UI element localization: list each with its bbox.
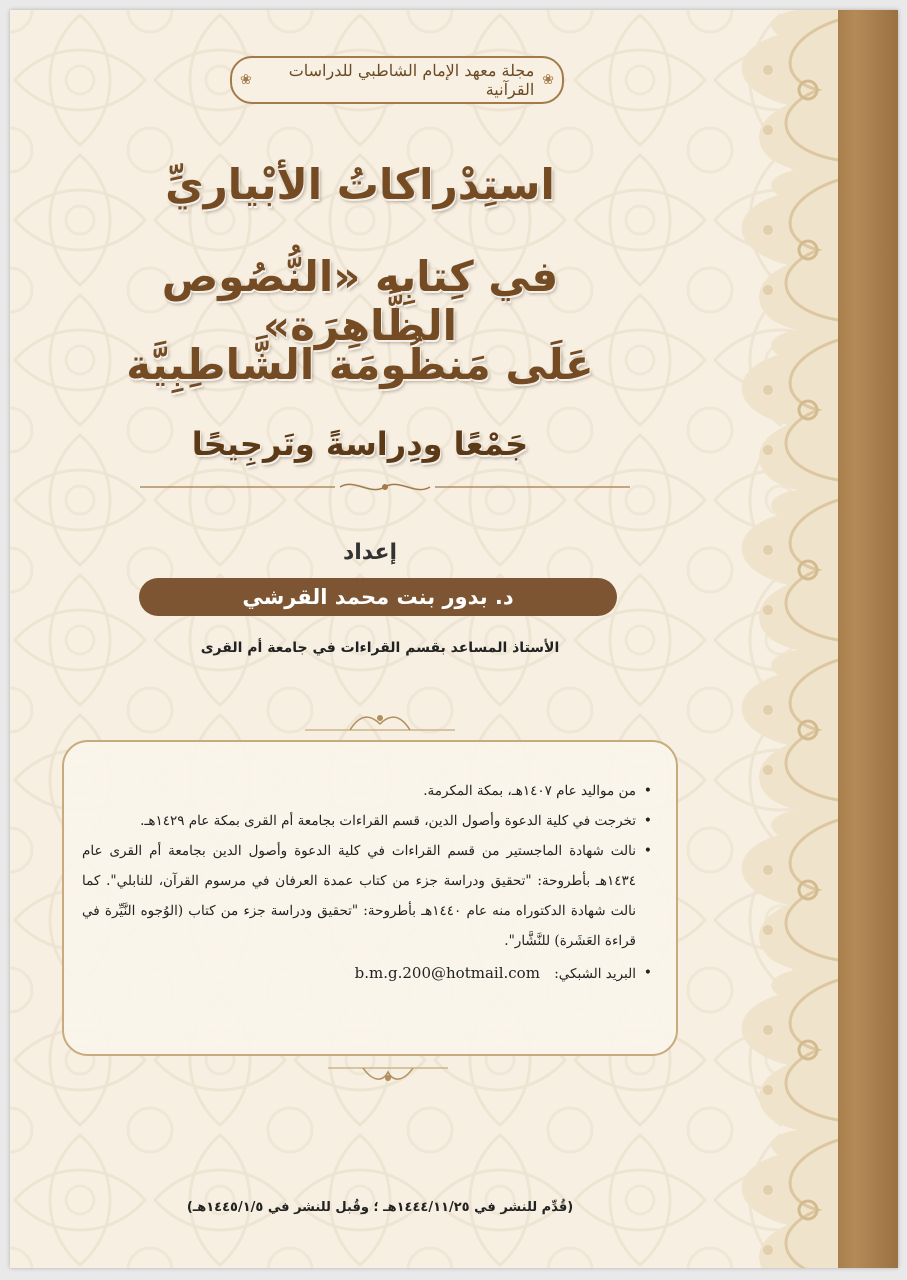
submission-dates: (قُدِّم للنشر في ١٤٤٤/١١/٢٥هـ ؛ وقُبل للنشر في ١٤٤٥/١/٥هـ): [186, 1200, 574, 1215]
author-name: د. بدور بنت محمد القرشي: [242, 585, 514, 609]
title-line-3: عَلَى مَنظُومَة الشَّاطِبِيَّة: [126, 340, 594, 389]
author-bio-box: [62, 740, 678, 1056]
bottom-ornament: [328, 1062, 448, 1084]
subtitle: جَمْعًا ودِراسةً وتَرجِيحًا: [191, 425, 529, 463]
bio-item: • تخرجت في كلية الدعوة وأصول الدين، قسم القراءات بجامعة أم القرى بمكة عام ١٤٢٩هـ.: [82, 806, 636, 836]
bio-item: • نالت شهادة الماجستير من قسم القراءات في كلية الدعوة وأصول الدين بجامعة أم القرى عام ١٤٣٤هـ بأطروحة: "تحقيق ودراسة جزء من كتاب عمدة العرفان في مرسوم القرآن، للنابلي". كما نالت شهادة الدكتوراه منه عام ١٤٤٠هـ بأطروحة: "تحقيق ودراسة جزء من كتاب (الوُجوه النَّيِّرة في قراءة العَشَرة) للنَّشَّار".: [82, 836, 636, 956]
prepared-by-label: إعداد: [342, 540, 398, 565]
author-position: الأستاذ المساعد بقسم القراءات في جامعة أم القرى: [200, 640, 560, 656]
bio-list: [82, 776, 654, 989]
lace-border-ornament: [708, 10, 838, 1268]
title-line-2: في كِتابِه «النُّصُوص الظَّاهِرَة»: [161, 252, 559, 350]
title-divider: [140, 480, 630, 494]
email-address[interactable]: b.m.g.200@hotmail.com: [354, 964, 540, 982]
title-line-1: استِدْراكاتُ الأبْياريِّ: [165, 160, 555, 209]
section-ornament: [305, 710, 455, 736]
author-name-bar: [139, 578, 617, 616]
ornament-icon: ❀: [240, 72, 252, 88]
email-label: البريد الشبكي:: [554, 966, 636, 982]
ornament-icon: ❀: [542, 72, 554, 88]
journal-name: مجلة معهد الإمام الشاطبي للدراسات القرآنية: [288, 61, 535, 99]
journal-cover-page: [10, 10, 898, 1268]
bio-item: • من مواليد عام ١٤٠٧هـ، بمكة المكرمة.: [82, 776, 636, 806]
journal-name-badge: [230, 56, 564, 104]
bio-email-item: [82, 958, 636, 989]
